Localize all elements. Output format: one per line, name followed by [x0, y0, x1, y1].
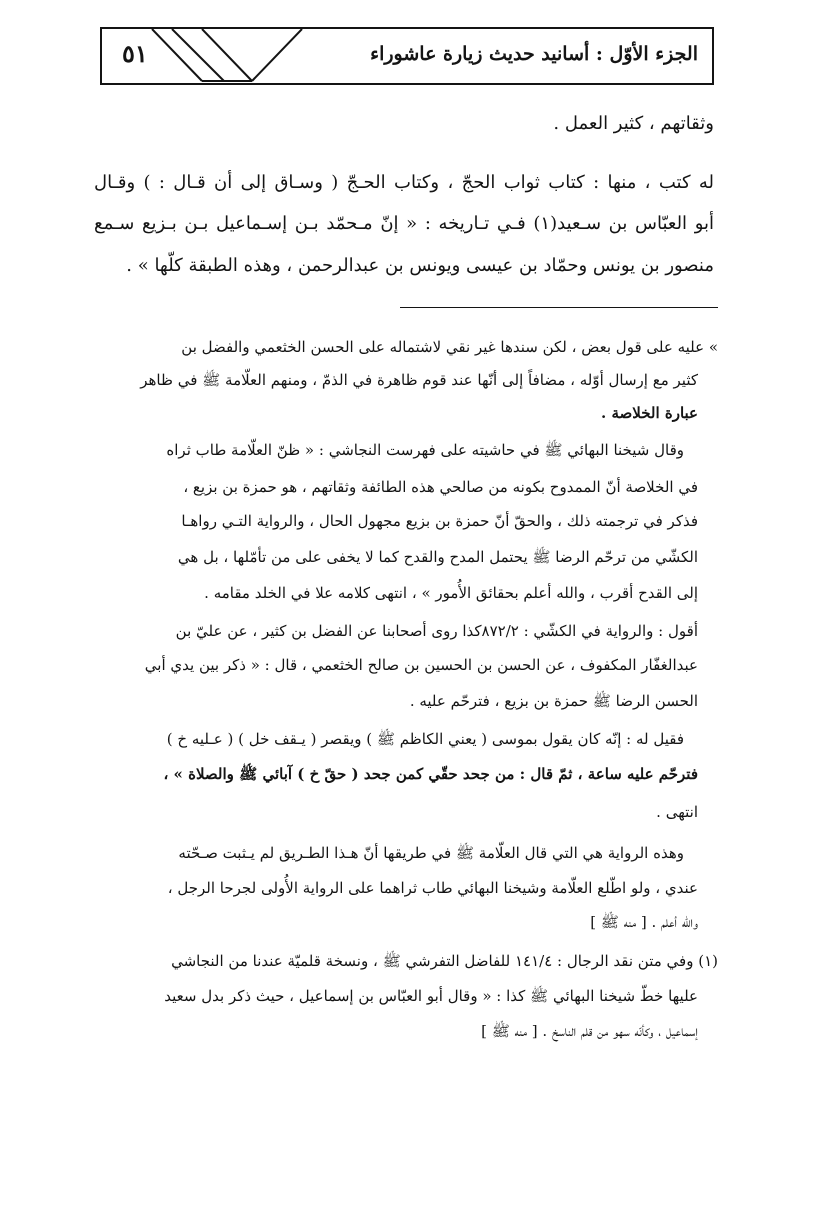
footnote-line: عليها خطّ شيخنا البهائي ﷺ كذا : « وقال أبو العبّاس بن إسماعيل ، حيث ذكر بدل سعيد: [164, 987, 698, 1005]
footnote-line: فترحّم عليه ساعة ، ثمّ قال : من جحد حقّي كمن جحد ( حقّ خ ) آبائي ﷺ والصلاة » ،: [163, 765, 698, 783]
footnote-line: والله أعلم . [ منه ﷺ ]: [590, 913, 698, 931]
footnote-line: في الخلاصة أنّ الممدوح بكونه من صالحي هذه الطائفة وثقاتهم ، هو حمزة بن بزيع ،: [183, 478, 698, 496]
main-line: له كتب ، منها : كتاب ثواب الحجّ ، وكتاب الحـجّ ( وسـاق إلى أن قـال : ) وقـال: [94, 172, 714, 193]
footnote-line: الكشّي من ترحّم الرضا ﷺ يحتمل المدح والقدح كما لا يخفى على من تأمّلها ، بل هي: [177, 548, 698, 566]
page-header: [100, 27, 714, 85]
footnote-line: عبارة الخلاصة .: [601, 404, 698, 422]
footnote-line: إلى القدح أقرب ، والله أعلم بحقائق الأُمور » ، انتهى كلامه علا في الخلد مقامه .: [204, 584, 698, 602]
main-line: وثقاتهم ، كثير العمل .: [553, 113, 714, 134]
footnote-line: أقول : والرواية في الكشّي : ٨٧٢/٢كذا روى أصحابنا عن الفضل بن كثير ، عن عليّ بن: [175, 622, 698, 640]
footnote-separator: [400, 307, 718, 308]
footnote-line: انتهى .: [656, 803, 698, 821]
footnote-line: فقيل له : إنّه كان يقول بموسى ( يعني الكاظم ﷺ ) ويقصر ( يـقف خل ) ( عـليه خ ): [166, 730, 684, 748]
footnote-line: عبدالغفّار المكفوف ، عن الحسن بن الحسين بن صالح الخثعمي ، قال : « ذكر بين يدي أبي: [144, 656, 698, 674]
footnote-line: الحسن الرضا ﷺ حمزة بن بزيع ، فترحّم عليه .: [409, 692, 698, 710]
footnote-line: » عليه على قول بعض ، لكن سندها غير نقي لاشتماله على الحسن الخثعمي والفضل بن: [181, 338, 718, 356]
footnote-line: كثير مع إرسال أوّله ، مضافاً إلى أنّها عند قوم ظاهرة في الذمّ ، ومنهم العلّامة ﷺ في ظاهر: [140, 371, 698, 389]
footnote-line: إسماعيل ، وكأنّه سهو من قلم الناسخ . [ منه ﷺ ]: [481, 1022, 698, 1040]
chapter-title: الجزء الأوّل : أسانيد حديث زيارة عاشوراء: [370, 43, 698, 65]
footnote-line: وقال شيخنا البهائي ﷺ في حاشيته على فهرست النجاشي : « ظنّ العلّامة طاب ثراه: [166, 441, 684, 459]
footnote-line: عندي ، ولو اطّلع العلّامة وشيخنا البهائي طاب ثراهما على الرواية الأُولى لجرحا الرجل ،: [167, 879, 698, 897]
page-number: ٥١: [122, 39, 148, 68]
footnote-line: (١) وفي متن نقد الرجال : ١٤١/٤ للفاضل التفرشي ﷺ ، ونسخة قلميّة عندنا من النجاشي: [171, 952, 718, 970]
footnote-line: وهذه الرواية هي التي قال العلّامة ﷺ في طريقها أنّ هـذا الطـريق لم يـثبت صـحّته: [178, 844, 684, 862]
footnote-line: فذكر في ترجمته ذلك ، والحقّ أنّ حمزة بن بزيع مجهول الحال ، والرواية التـي رواهـا: [181, 512, 698, 530]
main-line: منصور بن يونس وحمّاد بن عيسى ويونس بن عبدالرحمن ، وهذه الطبقة كلّها » .: [126, 255, 714, 276]
main-line: أبو العبّاس بن سـعيد(١) فـي تـاريخه : « إنّ مـحمّد بـن إسـماعيل بـن بـزيع سـمع: [94, 213, 715, 234]
